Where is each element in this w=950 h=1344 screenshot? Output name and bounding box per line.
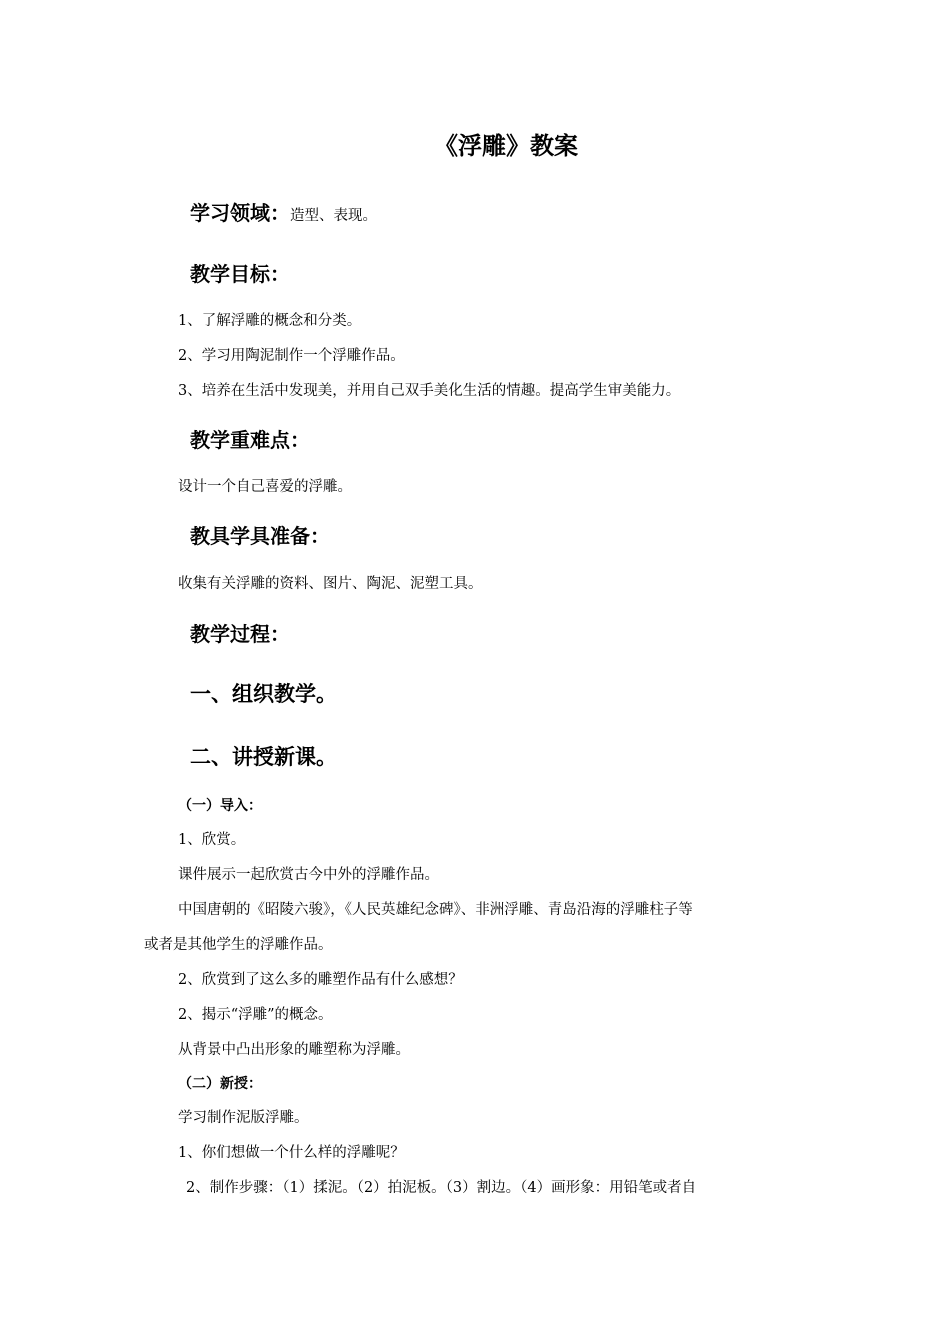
new-line: 2、制作步骤：（1）揉泥。（2）拍泥板。（3）割边。（4）画形象：用铅笔或者自 bbox=[186, 1180, 697, 1196]
goal-item: 3、培养在生活中发现美，并用自己双手美化生活的情趣。提高学生审美能力。 bbox=[178, 383, 681, 399]
intro-line: 从背景中凸出形象的雕塑称为浮雕。 bbox=[178, 1042, 410, 1058]
intro-line: 2、欣赏到了这么多的雕塑作品有什么感想？ bbox=[178, 972, 463, 988]
step-heading: 一、组织教学。 bbox=[190, 682, 337, 706]
goal-item: 1、了解浮雕的概念和分类。 bbox=[178, 313, 362, 329]
prep-text: 收集有关浮雕的资料、图片、陶泥、泥塑工具。 bbox=[178, 576, 483, 592]
intro-line: 课件展示一起欣赏古今中外的浮雕作品。 bbox=[178, 867, 439, 883]
process-heading: 教学过程： bbox=[190, 622, 290, 646]
field-value: 造型、表现。 bbox=[290, 208, 377, 224]
goals-heading: 教学目标： bbox=[190, 262, 290, 286]
intro-line: 或者是其他学生的浮雕作品。 bbox=[144, 937, 333, 953]
new-line: 学习制作泥版浮雕。 bbox=[178, 1110, 309, 1126]
field-label: 学习领域： bbox=[190, 201, 290, 225]
new-line: 1、你们想做一个什么样的浮雕呢？ bbox=[178, 1145, 405, 1161]
intro-line: 1、欣赏。 bbox=[178, 832, 246, 848]
field-row bbox=[190, 197, 377, 226]
goal-item: 2、学习用陶泥制作一个浮雕作品。 bbox=[178, 348, 405, 364]
intro-line: 2、揭示“浮雕”的概念。 bbox=[178, 1007, 333, 1023]
step-heading: 二、讲授新课。 bbox=[190, 745, 337, 769]
new-heading: （二）新授： bbox=[178, 1076, 262, 1092]
prep-heading: 教具学具准备： bbox=[190, 524, 330, 548]
intro-heading: （一）导入： bbox=[178, 798, 262, 814]
intro-line: 中国唐朝的《昭陵六骏》，《人民英雄纪念碑》、非洲浮雕、青岛沿海的浮雕柱子等 bbox=[178, 902, 693, 918]
key-heading: 教学重难点： bbox=[190, 428, 310, 452]
document-title: 《浮雕》教案 bbox=[434, 132, 578, 160]
key-text: 设计一个自己喜爱的浮雕。 bbox=[178, 479, 352, 495]
